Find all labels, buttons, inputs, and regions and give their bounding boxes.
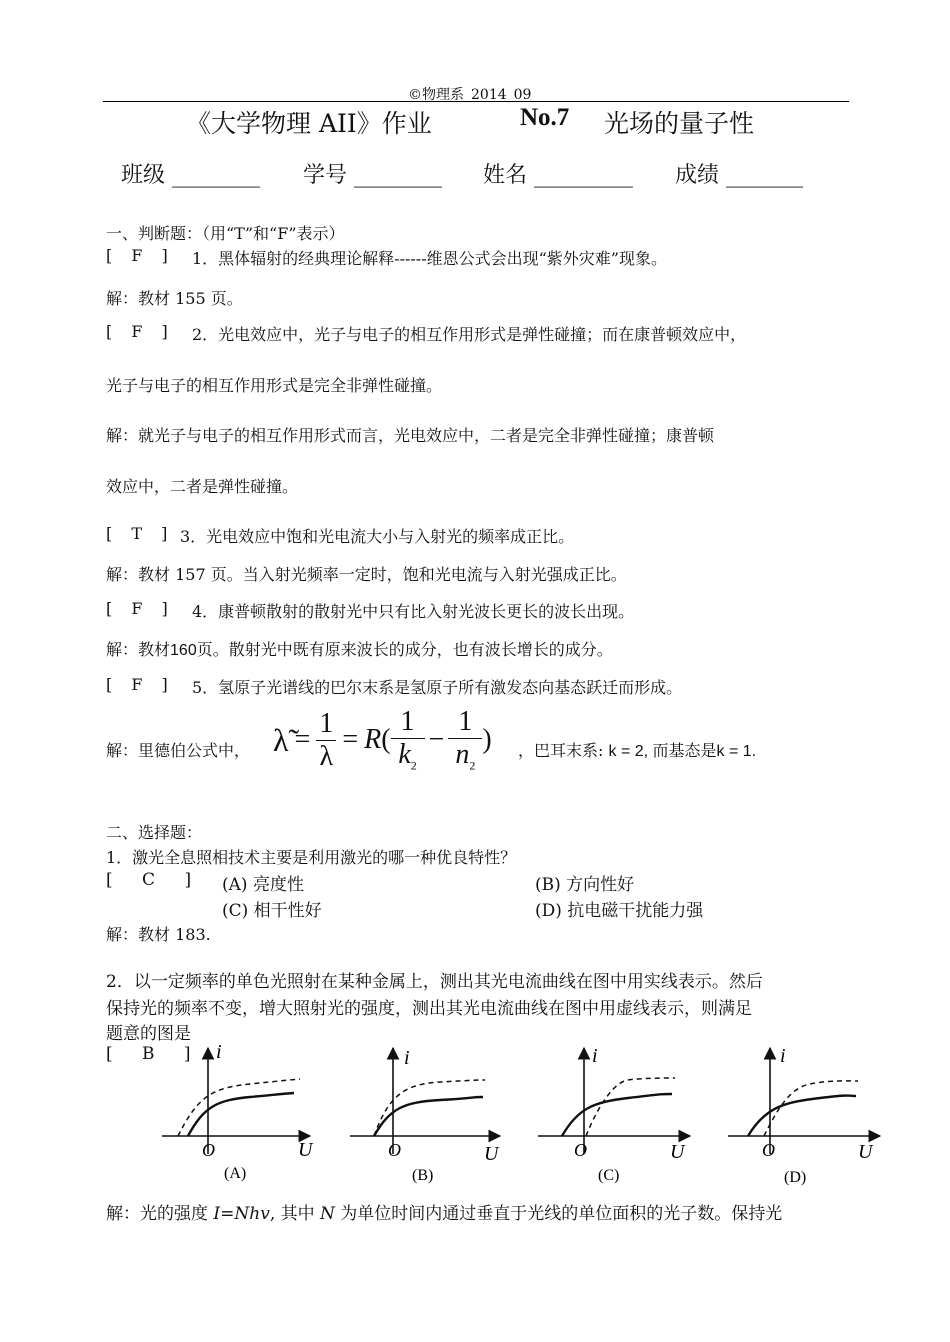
field-score[interactable] <box>675 158 803 189</box>
photocurrent-graphs <box>150 1036 890 1196</box>
s2q1-text: 1．激光全息照相技术主要是利用激光的哪一种优良特性？ <box>106 848 517 867</box>
formula-frac-num: 1 <box>316 708 336 741</box>
q3-answer: 解：教材 157 页。当入射光频率一定时，饱和光电流与入射光强成正比。 <box>106 565 627 584</box>
header-rule <box>103 101 849 102</box>
s2q2-answer-b: , 其中 <box>269 1204 321 1224</box>
q4-answer-suffix: 页。散射光中既有原来波长的成分，也有波长增长的成分。 <box>196 640 613 659</box>
q1-answer: 解：教材 155 页。 <box>106 289 243 308</box>
field-score-blank[interactable]: _______ <box>726 163 804 188</box>
s2q2-bracket: [ B ] <box>106 1044 191 1064</box>
q5-k2: k = 2, <box>608 743 649 760</box>
s2q2-line1: 2．以一定频率的单色光照射在某种金属上，测出其光电流曲线在图中用实线表示。然后 <box>106 972 763 992</box>
graph-b <box>350 1047 500 1184</box>
s2q2-answer-Nhv: Nhv <box>234 1204 270 1224</box>
graph-c-solid-curve <box>562 1094 672 1136</box>
graph-a-dashed-curve <box>178 1079 300 1136</box>
s2q2-line2: 保持光的频率不变，增大照射光的强度，测出其光电流曲线在图中用虚线表示，则满足 <box>106 999 752 1019</box>
graph-d-caption: (D) <box>784 1169 807 1186</box>
s2q1-answer: 解：教材 183. <box>106 925 211 944</box>
field-class-label: 班级 <box>121 163 166 188</box>
formula-eq1: = <box>294 724 311 755</box>
graph-b-u-label: U <box>484 1143 499 1165</box>
formula-frac-k-num: 1 <box>391 706 425 739</box>
q1-text: 1．黑体辐射的经典理论解释------维恩公式会出现“紫外灾难”现象。 <box>192 249 667 268</box>
graph-c-origin: O <box>574 1140 587 1160</box>
q5-balmer: ，巴耳末系: <box>518 741 604 760</box>
field-class-blank[interactable]: ________ <box>172 163 261 188</box>
title-number: No.7 <box>520 104 570 131</box>
graph-d-solid-curve <box>748 1096 856 1137</box>
formula-rparen: ) <box>482 724 492 755</box>
s2q2-answer <box>106 1199 782 1224</box>
formula-n-exp: 2 <box>469 758 476 773</box>
q3-bracket: [ T ] <box>106 524 168 543</box>
field-student-id-label: 学号 <box>303 163 348 188</box>
graph-b-origin: O <box>388 1140 401 1160</box>
q2-answer2: 效应中，二者是弹性碰撞。 <box>106 477 299 496</box>
graph-c <box>538 1045 690 1184</box>
graph-d <box>728 1045 880 1186</box>
formula-frac-k <box>391 706 425 774</box>
graph-d-origin: O <box>762 1140 775 1160</box>
graph-c-i-label: i <box>592 1045 598 1067</box>
field-name[interactable] <box>483 158 633 189</box>
graph-a-u-label: U <box>298 1139 313 1161</box>
formula-frac-n-den <box>455 739 475 774</box>
field-name-label: 姓名 <box>483 163 528 188</box>
field-student-id-blank[interactable]: ________ <box>354 163 443 188</box>
graph-b-i-label: i <box>404 1047 410 1069</box>
q5-bracket: [ F ] <box>106 675 168 694</box>
q2-answer1: 解：就光子与电子的相互作用形式而言，光电效应中，二者是完全非弹性碰撞；康普顿 <box>106 426 715 445</box>
graph-c-dashed-curve <box>586 1078 675 1136</box>
q5-text: 5．氢原子光谱线的巴尔末系是氢原子所有激发态向基态跃迁而形成。 <box>192 678 683 697</box>
field-class[interactable] <box>121 158 260 189</box>
formula-frac-n <box>448 706 482 774</box>
section1-heading: 一、判断题：（用“T”和“F”表示） <box>106 224 345 243</box>
q4-text: 4．康普顿散射的散射光中只有比入射光波长更长的波长出现。 <box>192 602 635 621</box>
graph-a <box>162 1041 314 1182</box>
s2q2-answer-N: N <box>320 1204 335 1224</box>
s2q2-answer-eq: = <box>220 1204 235 1224</box>
field-name-blank[interactable]: _________ <box>534 163 634 188</box>
q5-k1: k = 1. <box>716 743 757 760</box>
q5-ground: 而基态是 <box>648 743 717 760</box>
formula-k-exp: 2 <box>410 758 417 773</box>
formula-minus: − <box>428 724 445 755</box>
s2q2-line3: 题意的图是 <box>106 1024 191 1044</box>
field-student-id[interactable] <box>303 158 442 189</box>
formula-frac-k-den <box>398 739 416 774</box>
graph-c-u-label: U <box>670 1141 685 1163</box>
graph-d-u-label: U <box>858 1141 873 1163</box>
copyright-header: ©物理系_2014_09 <box>408 87 532 103</box>
graph-a-caption: (A) <box>224 1165 247 1182</box>
q3-text: 3．光电效应中饱和光电流大小与入射光的频率成正比。 <box>180 527 575 546</box>
formula-k: k <box>398 739 411 771</box>
formula-frac-n-num: 1 <box>448 706 482 739</box>
section2-heading: 二、选择题： <box>106 823 203 842</box>
q2-text: 2．光电效应中，光子与电子的相互作用形式是弹性碰撞；而在康普顿效应中， <box>192 325 747 344</box>
q5-answer-prefix: 解：里德伯公式中， <box>106 741 251 760</box>
graph-c-caption: (C) <box>598 1167 620 1184</box>
title-course: 《大学物理 AII》作业 <box>186 109 432 138</box>
graph-a-i-label: i <box>216 1041 222 1063</box>
s2q1-bracket: [ C ] <box>106 870 192 890</box>
formula-lparen: ( <box>381 724 391 755</box>
s2q2-answer-a: 解：光的强度 <box>106 1204 214 1224</box>
q4-answer <box>106 637 613 660</box>
formula-lhs: λ̃ <box>273 721 289 758</box>
q4-bracket: [ F ] <box>106 599 168 618</box>
s2q2-answer-I: I <box>213 1204 221 1224</box>
formula-frac-den: λ <box>319 740 334 772</box>
formula-R: R <box>364 724 382 755</box>
rydberg-formula <box>273 706 492 774</box>
q1-bracket: [ F ] <box>106 246 168 265</box>
q2-text2: 光子与电子的相互作用形式是完全非弹性碰撞。 <box>106 376 443 395</box>
q4-answer-page: 160 <box>170 642 197 659</box>
q4-answer-prefix: 解：教材 <box>106 640 171 659</box>
field-score-label: 成绩 <box>675 163 720 188</box>
s2q1-option-d: (D) 抗电磁干扰能力强 <box>535 901 704 921</box>
formula-frac-lambda <box>316 708 336 773</box>
graph-a-origin: O <box>202 1140 215 1160</box>
s2q2-answer-c: 为单位时间内通过垂直于光线的单位面积的光子数。保持光 <box>334 1204 783 1224</box>
s2q1-option-b: (B) 方向性好 <box>535 875 635 895</box>
formula-eq2: = <box>342 724 359 755</box>
graph-b-dashed-curve <box>374 1080 485 1136</box>
graph-b-caption: (B) <box>412 1167 434 1184</box>
formula-n: n <box>455 739 470 771</box>
s2q1-option-a: (A) 亮度性 <box>222 875 304 895</box>
s2q1-option-c: (C) 相干性好 <box>222 901 322 921</box>
title-topic: 光场的量子性 <box>604 109 755 138</box>
q5-answer-suffix <box>518 738 756 761</box>
page-title <box>186 104 432 140</box>
q2-bracket: [ F ] <box>106 322 168 341</box>
graph-d-i-label: i <box>780 1045 786 1067</box>
